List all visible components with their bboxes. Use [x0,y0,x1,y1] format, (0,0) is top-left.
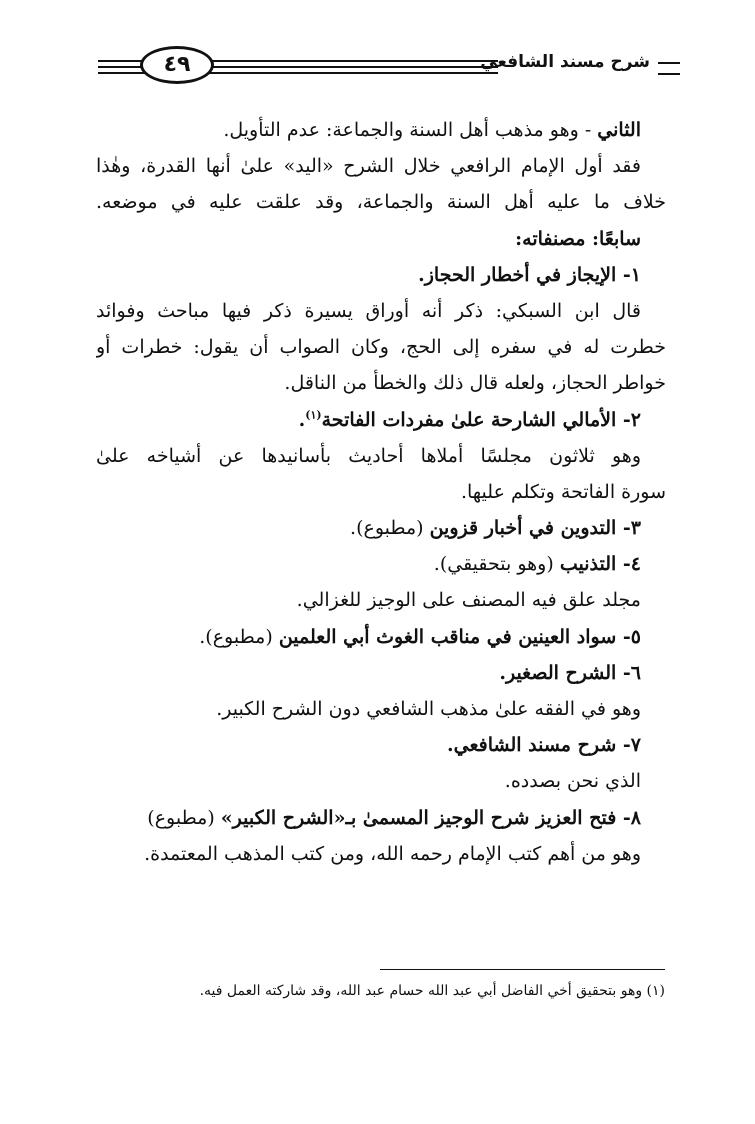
footnote-separator [380,969,665,970]
text-line: وهو من أهم كتب الإمام رحمه الله، ومن كتب المذهب المعتمدة. [144,842,641,865]
book-title-text: ٥- سواد العينين في مناقب الغوث أبي العلمين [278,625,641,648]
book-title [96,402,666,438]
footnote-ref[interactable]: (١) [305,408,322,422]
text-span: (وهو بتحقيقي). [433,553,560,576]
page-header [98,44,680,94]
section-heading: سابعًا: مصنفاته: [515,227,641,250]
text-line: خواطر الحجاز، ولعله قال ذلك والخطأ من الناقل. [284,372,666,395]
main-text [96,112,666,872]
text-line: سورة الفاتحة وتكلم عليها. [460,480,666,503]
running-title: شرح مسند الشافعي [480,52,650,72]
book-title-text: ٨- فتح العزيز شرح الوجيز المسمىٰ بـ«الشرح الكبير» [220,806,641,829]
book-title-text: ٣- التدوين في أخبار قزوين [429,517,641,540]
text-span: - وهو مذهب أهل السنة والجماعة: عدم التأويل. [223,119,598,141]
text-line [96,112,666,148]
book-title [96,619,666,655]
book-title: ٦- الشرح الصغير. [499,661,641,684]
text-span: (مطبوع). [350,517,430,540]
text-line: قال ابن السبكي: ذكر أنه أوراق يسيرة ذكر فيها مباحث وفوائد [96,299,641,322]
book-title: ١- الإيجاز في أخطار الحجاز. [418,263,641,286]
text-line: فقد أول الإمام الرافعي خلال الشرح «اليد» علىٰ أنها القدرة، وهٰذا [96,155,641,178]
text-line: خطرت له في سفره إلى الحج، وكان الصواب أن يقول: خطرات أو [96,336,666,359]
footnote: (١) وهو بتحقيق أخي الفاضل أبي عبد الله حسام عبد الله، وقد شاركته العمل فيه. [199,983,665,999]
book-title [96,546,666,582]
book-title [96,510,666,546]
text-line: وهو في الفقه علىٰ مذهب الشافعي دون الشرح الكبير. [216,698,641,720]
text-span: . [298,408,306,431]
book-title-text: ٤- التذنيب [559,553,641,576]
text-span: (مطبوع) [147,806,221,829]
header-ornament-dash [658,62,680,75]
text-line: الذي نحن بصدده. [504,770,641,793]
book-title [96,800,666,836]
text-line: مجلد علق فيه المصنف على الوجيز للغزالي. [296,589,641,612]
book-title-text: ٢- الأمالي الشارحة علىٰ مفردات الفاتحة [321,408,641,431]
book-title: ٧- شرح مسند الشافعي. [447,734,641,757]
text-span: (مطبوع). [199,625,279,648]
page-number: ٤٩ [140,46,214,84]
text-line: خلاف ما عليه أهل السنة والجماعة، وقد علقت عليه في موضعه. [96,191,666,214]
section-label: الثاني [597,119,641,141]
text-line: وهو ثلاثون مجلسًا أملاها أحاديث بأسانيدها عن أشياخه علىٰ [96,444,641,467]
